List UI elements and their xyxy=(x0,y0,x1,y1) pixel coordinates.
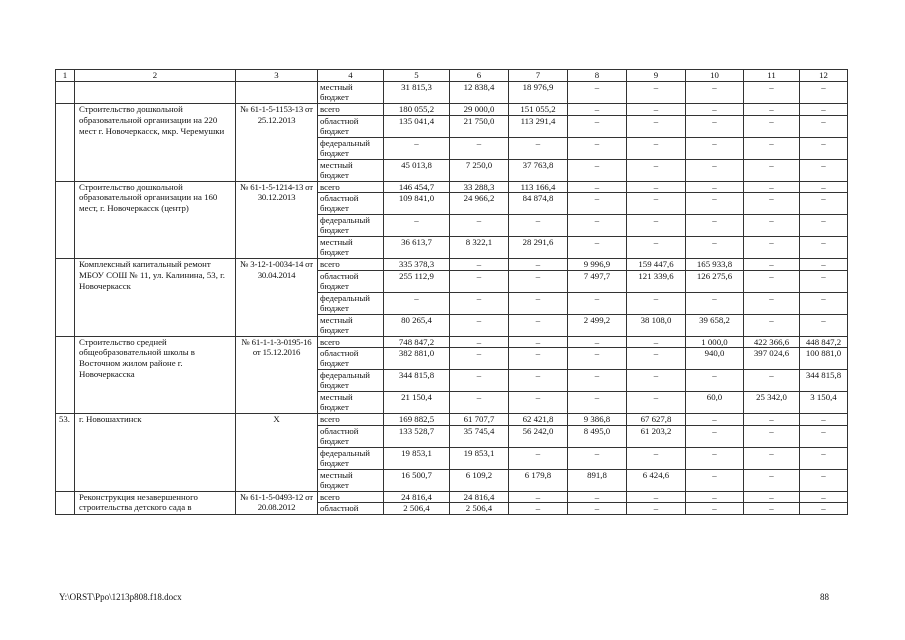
amount-cell: – xyxy=(627,348,686,370)
amount-cell: – xyxy=(627,336,686,348)
amount-cell: 12 838,4 xyxy=(450,82,509,104)
amount-cell: – xyxy=(450,392,509,414)
amount-cell: 100 881,0 xyxy=(800,348,848,370)
document-number: Х xyxy=(236,414,318,492)
document-path: Y:\ORST\Ppo\1213p808.f18.docx xyxy=(59,592,182,602)
amount-cell: – xyxy=(509,503,568,515)
amount-cell: – xyxy=(744,237,800,259)
column-number-2: 2 xyxy=(75,70,236,82)
amount-cell: – xyxy=(450,137,509,159)
amount-cell: – xyxy=(450,348,509,370)
amount-cell: 33 288,3 xyxy=(450,181,509,193)
column-number-5: 5 xyxy=(384,70,450,82)
page-number: 88 xyxy=(820,592,829,602)
amount-cell: – xyxy=(568,181,627,193)
amount-cell: – xyxy=(744,314,800,336)
amount-cell: 56 242,0 xyxy=(509,425,568,447)
document-number: № 61-1-5-1214-13 от 30.12.2013 xyxy=(236,181,318,259)
amount-cell: – xyxy=(686,137,744,159)
amount-cell: – xyxy=(509,447,568,469)
amount-cell: 146 454,7 xyxy=(384,181,450,193)
amount-cell: 39 658,2 xyxy=(686,314,744,336)
amount-cell: – xyxy=(744,137,800,159)
amount-cell: – xyxy=(744,270,800,292)
amount-cell: – xyxy=(744,425,800,447)
amount-cell: – xyxy=(800,425,848,447)
budget-table xyxy=(55,69,848,515)
table-row xyxy=(56,414,848,426)
amount-cell: – xyxy=(568,237,627,259)
amount-cell: – xyxy=(627,392,686,414)
amount-cell: 891,8 xyxy=(568,469,627,491)
amount-cell: 9 386,8 xyxy=(568,414,627,426)
object-name: Строительство дошкольной образовательной организации на 160 мест, г. Новочеркасск (центр) xyxy=(75,181,236,259)
funding-source: местный бюджет xyxy=(318,469,384,491)
amount-cell: 2 506,4 xyxy=(384,503,450,515)
amount-cell: – xyxy=(800,104,848,116)
table-row xyxy=(56,491,848,503)
amount-cell: – xyxy=(686,215,744,237)
object-name: Реконструкция незавершенного строительства детского сада в xyxy=(75,491,236,514)
amount-cell: – xyxy=(627,503,686,515)
amount-cell: – xyxy=(627,447,686,469)
amount-cell: – xyxy=(568,491,627,503)
amount-cell: – xyxy=(384,215,450,237)
amount-cell: – xyxy=(450,292,509,314)
amount-cell: 1 000,0 xyxy=(686,336,744,348)
amount-cell: – xyxy=(744,292,800,314)
amount-cell: 21 750,0 xyxy=(450,115,509,137)
column-number-12: 12 xyxy=(800,70,848,82)
column-number-10: 10 xyxy=(686,70,744,82)
funding-source: федеральный бюджет xyxy=(318,447,384,469)
amount-cell: – xyxy=(568,137,627,159)
funding-source: областной xyxy=(318,503,384,515)
amount-cell: 45 013,8 xyxy=(384,159,450,181)
amount-cell: 24 816,4 xyxy=(384,491,450,503)
amount-cell: – xyxy=(686,503,744,515)
funding-source: местный бюджет xyxy=(318,314,384,336)
amount-cell: – xyxy=(509,259,568,271)
amount-cell: 3 150,4 xyxy=(800,392,848,414)
amount-cell: – xyxy=(800,270,848,292)
amount-cell: – xyxy=(627,491,686,503)
amount-cell: – xyxy=(627,370,686,392)
amount-cell: 31 815,3 xyxy=(384,82,450,104)
amount-cell: 35 745,4 xyxy=(450,425,509,447)
amount-cell: – xyxy=(509,314,568,336)
amount-cell: – xyxy=(627,104,686,116)
column-number-6: 6 xyxy=(450,70,509,82)
amount-cell: – xyxy=(744,259,800,271)
amount-cell: – xyxy=(800,259,848,271)
amount-cell: – xyxy=(800,215,848,237)
column-number-row xyxy=(56,70,848,82)
amount-cell: 748 847,2 xyxy=(384,336,450,348)
amount-cell: – xyxy=(627,159,686,181)
amount-cell: – xyxy=(568,503,627,515)
amount-cell: – xyxy=(800,237,848,259)
amount-cell: – xyxy=(627,215,686,237)
amount-cell: – xyxy=(627,237,686,259)
table-row xyxy=(56,104,848,116)
column-number-11: 11 xyxy=(744,70,800,82)
amount-cell: 19 853,1 xyxy=(384,447,450,469)
amount-cell: 6 179,8 xyxy=(509,469,568,491)
funding-source: федеральный бюджет xyxy=(318,370,384,392)
amount-cell: – xyxy=(450,215,509,237)
amount-cell: 335 378,3 xyxy=(384,259,450,271)
funding-source: федеральный бюджет xyxy=(318,215,384,237)
document-number: № 61-1-1-3-0195-16 от 15.12.2016 xyxy=(236,336,318,414)
amount-cell: – xyxy=(568,348,627,370)
amount-cell: 36 613,7 xyxy=(384,237,450,259)
amount-cell: – xyxy=(627,181,686,193)
amount-cell: – xyxy=(800,414,848,426)
amount-cell: – xyxy=(686,447,744,469)
amount-cell: 67 627,8 xyxy=(627,414,686,426)
amount-cell: – xyxy=(800,491,848,503)
amount-cell: – xyxy=(686,370,744,392)
amount-cell: – xyxy=(800,137,848,159)
amount-cell: – xyxy=(509,215,568,237)
amount-cell: – xyxy=(686,237,744,259)
amount-cell: 113 166,4 xyxy=(509,181,568,193)
amount-cell: – xyxy=(509,336,568,348)
amount-cell: 448 847,2 xyxy=(800,336,848,348)
amount-cell: – xyxy=(450,314,509,336)
column-number-3: 3 xyxy=(236,70,318,82)
amount-cell: – xyxy=(627,292,686,314)
amount-cell: – xyxy=(627,137,686,159)
amount-cell: 126 275,6 xyxy=(686,270,744,292)
amount-cell: – xyxy=(686,491,744,503)
amount-cell: – xyxy=(686,115,744,137)
object-name: Строительство дошкольной образовательной организации на 220 мест г. Новочеркасск, мкр. Черемушки xyxy=(75,104,236,182)
funding-source: областной бюджет xyxy=(318,270,384,292)
table-row xyxy=(56,259,848,271)
funding-source: всего xyxy=(318,259,384,271)
funding-source: областной бюджет xyxy=(318,115,384,137)
amount-cell: – xyxy=(686,193,744,215)
amount-cell: – xyxy=(686,181,744,193)
amount-cell: – xyxy=(800,159,848,181)
amount-cell: – xyxy=(744,193,800,215)
amount-cell: 165 933,8 xyxy=(686,259,744,271)
amount-cell: – xyxy=(509,270,568,292)
column-number-8: 8 xyxy=(568,70,627,82)
amount-cell: – xyxy=(509,292,568,314)
document-number xyxy=(236,82,318,104)
table-row xyxy=(56,336,848,348)
amount-cell: 109 841,0 xyxy=(384,193,450,215)
amount-cell: 180 055,2 xyxy=(384,104,450,116)
amount-cell: 7 497,7 xyxy=(568,270,627,292)
amount-cell: – xyxy=(568,104,627,116)
funding-source: областной бюджет xyxy=(318,193,384,215)
amount-cell: 24 816,4 xyxy=(450,491,509,503)
amount-cell: – xyxy=(800,447,848,469)
amount-cell: 940,0 xyxy=(686,348,744,370)
amount-cell: – xyxy=(686,469,744,491)
funding-source: всего xyxy=(318,181,384,193)
amount-cell: 61 707,7 xyxy=(450,414,509,426)
amount-cell: – xyxy=(450,370,509,392)
amount-cell: 16 500,7 xyxy=(384,469,450,491)
amount-cell: 344 815,8 xyxy=(800,370,848,392)
amount-cell: – xyxy=(744,82,800,104)
amount-cell: – xyxy=(800,503,848,515)
amount-cell: – xyxy=(568,215,627,237)
amount-cell: – xyxy=(744,491,800,503)
amount-cell: 21 150,4 xyxy=(384,392,450,414)
row-number xyxy=(56,82,75,104)
amount-cell: – xyxy=(744,447,800,469)
amount-cell: – xyxy=(800,469,848,491)
object-name: Комплексный капитальный ремонт МБОУ СОШ № 11, ул. Калинина, 53, г. Новочеркасск xyxy=(75,259,236,337)
funding-source: местный бюджет xyxy=(318,159,384,181)
amount-cell: 38 108,0 xyxy=(627,314,686,336)
row-number xyxy=(56,336,75,414)
amount-cell: – xyxy=(686,159,744,181)
amount-cell: 62 421,8 xyxy=(509,414,568,426)
amount-cell: – xyxy=(568,193,627,215)
column-number-9: 9 xyxy=(627,70,686,82)
amount-cell: – xyxy=(509,370,568,392)
amount-cell: – xyxy=(568,392,627,414)
amount-cell: – xyxy=(800,181,848,193)
amount-cell: – xyxy=(568,82,627,104)
amount-cell: 344 815,8 xyxy=(384,370,450,392)
row-number xyxy=(56,181,75,259)
amount-cell: 61 203,2 xyxy=(627,425,686,447)
funding-source: областной бюджет xyxy=(318,425,384,447)
amount-cell: – xyxy=(686,82,744,104)
amount-cell: 422 366,6 xyxy=(744,336,800,348)
amount-cell: – xyxy=(744,159,800,181)
amount-cell: – xyxy=(686,414,744,426)
amount-cell: 255 112,9 xyxy=(384,270,450,292)
amount-cell: 2 499,2 xyxy=(568,314,627,336)
row-number xyxy=(56,104,75,182)
amount-cell: 84 874,8 xyxy=(509,193,568,215)
funding-source: областной бюджет xyxy=(318,348,384,370)
funding-source: всего xyxy=(318,414,384,426)
amount-cell: – xyxy=(568,292,627,314)
funding-source: местный бюджет xyxy=(318,82,384,104)
amount-cell: – xyxy=(627,82,686,104)
amount-cell: – xyxy=(744,469,800,491)
amount-cell: – xyxy=(450,259,509,271)
amount-cell: 6 424,6 xyxy=(627,469,686,491)
funding-source: местный бюджет xyxy=(318,392,384,414)
amount-cell: 159 447,6 xyxy=(627,259,686,271)
amount-cell: 19 853,1 xyxy=(450,447,509,469)
amount-cell: 9 996,9 xyxy=(568,259,627,271)
amount-cell: 151 055,2 xyxy=(509,104,568,116)
amount-cell: 29 000,0 xyxy=(450,104,509,116)
funding-source: федеральный бюджет xyxy=(318,137,384,159)
amount-cell: 121 339,6 xyxy=(627,270,686,292)
amount-cell: 8 322,1 xyxy=(450,237,509,259)
amount-cell: 18 976,9 xyxy=(509,82,568,104)
amount-cell: 113 291,4 xyxy=(509,115,568,137)
amount-cell: – xyxy=(509,137,568,159)
amount-cell: – xyxy=(384,137,450,159)
amount-cell: – xyxy=(509,392,568,414)
amount-cell: – xyxy=(686,104,744,116)
amount-cell: – xyxy=(568,370,627,392)
amount-cell: – xyxy=(744,215,800,237)
amount-cell: – xyxy=(509,348,568,370)
amount-cell: 6 109,2 xyxy=(450,469,509,491)
table-row xyxy=(56,181,848,193)
amount-cell: 382 881,0 xyxy=(384,348,450,370)
amount-cell: – xyxy=(744,503,800,515)
amount-cell: – xyxy=(800,82,848,104)
amount-cell: 169 882,5 xyxy=(384,414,450,426)
column-number-7: 7 xyxy=(509,70,568,82)
amount-cell: 37 763,8 xyxy=(509,159,568,181)
funding-source: всего xyxy=(318,104,384,116)
row-number xyxy=(56,491,75,514)
amount-cell: – xyxy=(744,104,800,116)
amount-cell: – xyxy=(800,292,848,314)
amount-cell: – xyxy=(800,314,848,336)
amount-cell: 28 291,6 xyxy=(509,237,568,259)
amount-cell: – xyxy=(686,292,744,314)
amount-cell: 8 495,0 xyxy=(568,425,627,447)
amount-cell: – xyxy=(686,425,744,447)
document-number: № 61-1-5-0493-12 от 20.08.2012 xyxy=(236,491,318,514)
amount-cell: – xyxy=(744,414,800,426)
amount-cell: – xyxy=(800,193,848,215)
amount-cell: 135 041,4 xyxy=(384,115,450,137)
object-name xyxy=(75,82,236,104)
amount-cell: – xyxy=(568,447,627,469)
amount-cell: – xyxy=(744,370,800,392)
table-row xyxy=(56,82,848,104)
funding-source: федеральный бюджет xyxy=(318,292,384,314)
amount-cell: – xyxy=(450,270,509,292)
amount-cell: 60,0 xyxy=(686,392,744,414)
amount-cell: 7 250,0 xyxy=(450,159,509,181)
amount-cell: – xyxy=(800,115,848,137)
funding-source: местный бюджет xyxy=(318,237,384,259)
amount-cell: – xyxy=(627,115,686,137)
amount-cell: – xyxy=(744,181,800,193)
row-number xyxy=(56,259,75,337)
amount-cell: – xyxy=(568,115,627,137)
column-number-1: 1 xyxy=(56,70,75,82)
row-number: 53. xyxy=(56,414,75,492)
document-number: № 3-12-1-0034-14 от 30.04.2014 xyxy=(236,259,318,337)
amount-cell: 397 024,6 xyxy=(744,348,800,370)
amount-cell: 80 265,4 xyxy=(384,314,450,336)
funding-source: всего xyxy=(318,491,384,503)
amount-cell: – xyxy=(450,336,509,348)
amount-cell: – xyxy=(744,115,800,137)
amount-cell: 24 966,2 xyxy=(450,193,509,215)
amount-cell: – xyxy=(627,193,686,215)
amount-cell: 133 528,7 xyxy=(384,425,450,447)
table-body xyxy=(56,70,848,515)
amount-cell: 2 506,4 xyxy=(450,503,509,515)
amount-cell: – xyxy=(568,159,627,181)
budget-table-sheet xyxy=(55,69,847,515)
amount-cell: – xyxy=(568,336,627,348)
document-number: № 61-1-5-1153-13 от 25.12.2013 xyxy=(236,104,318,182)
object-name: г. Новошахтинск xyxy=(75,414,236,492)
amount-cell: 25 342,0 xyxy=(744,392,800,414)
object-name: Строительство средней общеобразовательной школы в Восточном жилом районе г. Новочеркасска xyxy=(75,336,236,414)
amount-cell: – xyxy=(509,491,568,503)
funding-source: всего xyxy=(318,336,384,348)
amount-cell: – xyxy=(384,292,450,314)
column-number-4: 4 xyxy=(318,70,384,82)
